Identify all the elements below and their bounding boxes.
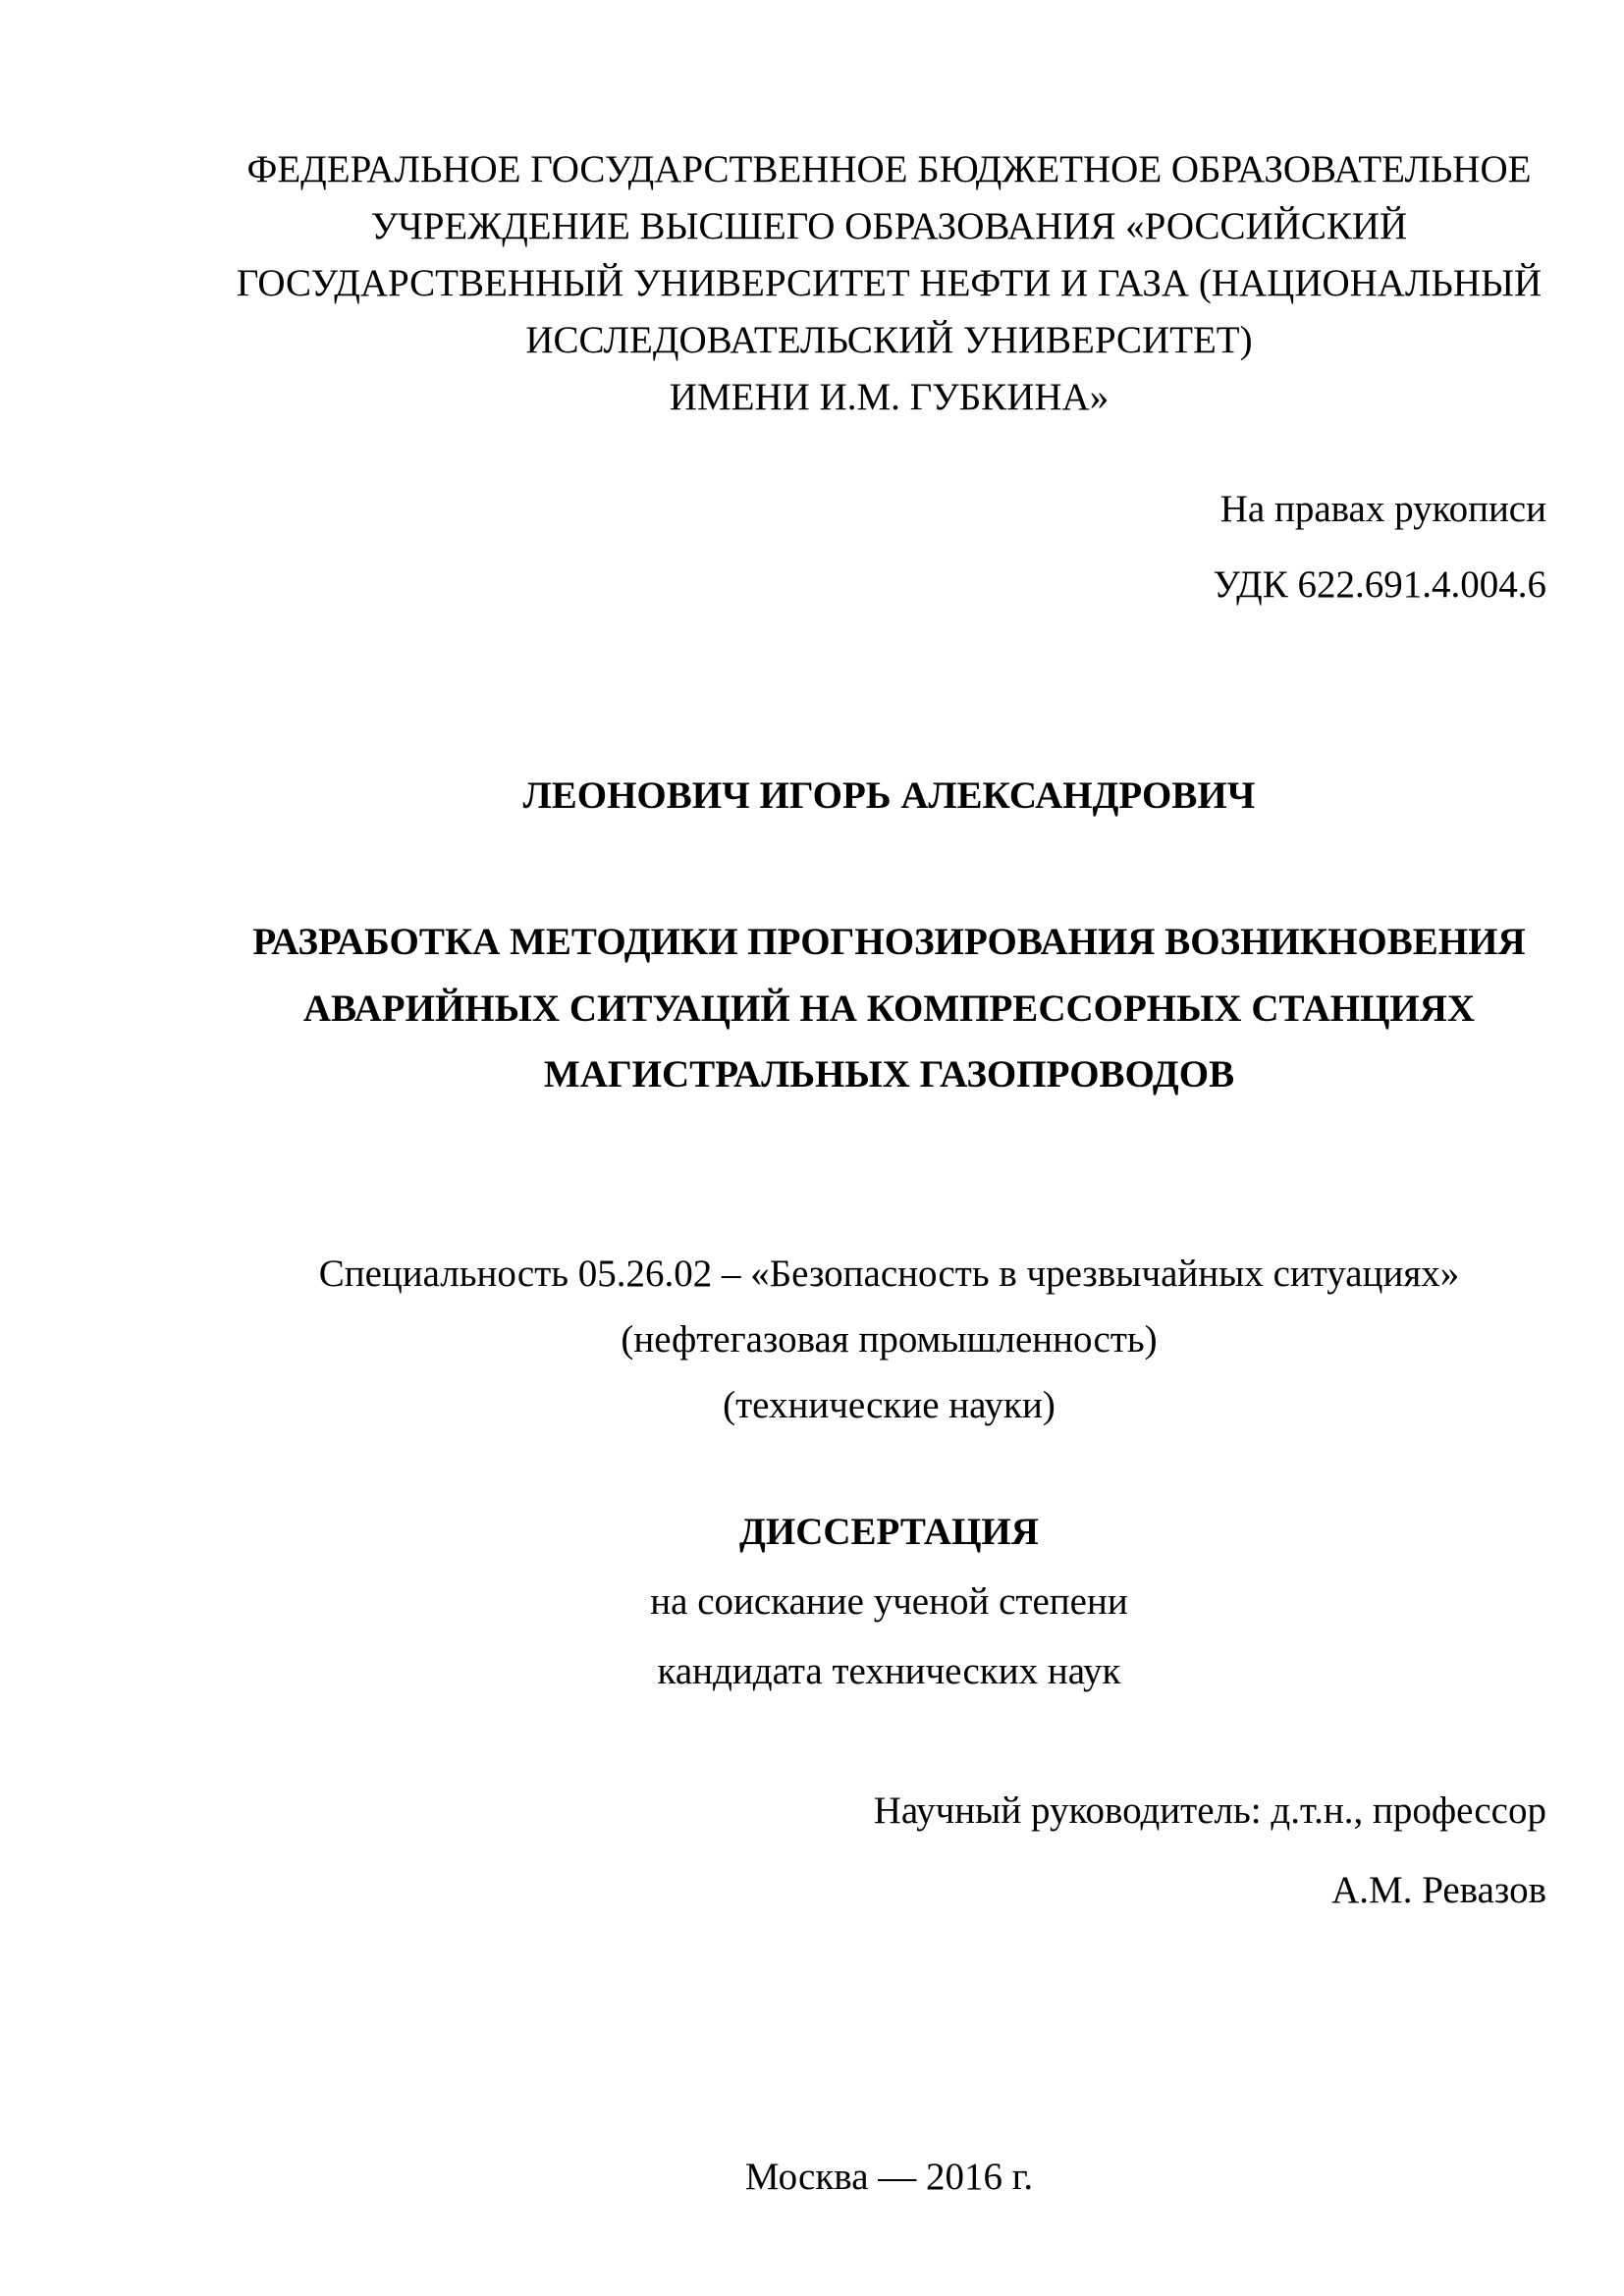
manuscript-note: На правах рукописи — [1219, 488, 1546, 530]
city-year-footer: Москва — 2016 г. — [744, 2156, 1034, 2198]
institution-line: УЧРЕЖДЕНИЕ ВЫСШЕГО ОБРАЗОВАНИЯ «РОССИЙСКИЙ — [370, 205, 1408, 247]
specialty-code-line: Специальность 05.26.02 – «Безопасность в чрезвычайных ситуациях» — [318, 1253, 1460, 1295]
title-line: АВАРИЙНЫХ СИТУАЦИЙ НА КОМПРЕССОРНЫХ СТАНЦИЯХ — [302, 987, 1476, 1030]
institution-line: ФЕДЕРАЛЬНОЕ ГОСУДАРСТВЕННОЕ БЮДЖЕТНОЕ ОБРАЗОВАТЕЛЬНОЕ — [246, 148, 1532, 190]
institution-line: ИССЛЕДОВАТЕЛЬСКИЙ УНИВЕРСИТЕТ) — [525, 319, 1253, 361]
supervisor-role-line: Научный руководитель: д.т.н., профессор — [873, 1789, 1546, 1832]
udc-number: УДК 622.691.4.004.6 — [1213, 563, 1546, 606]
supervisor-name-line: А.М. Ревазов — [1331, 1869, 1546, 1911]
institution-header — [232, 141, 1546, 426]
specialty-science-line: (технические науки) — [723, 1384, 1056, 1426]
dissertation-title — [232, 909, 1546, 1108]
author-name: ЛЕОНОВИЧ ИГОРЬ АЛЕКСАНДРОВИЧ — [522, 774, 1256, 817]
specialty-section — [232, 1241, 1546, 1438]
thesis-degree-line: на соискание ученой степени — [650, 1580, 1128, 1623]
institution-line: ИМЕНИ И.М. ГУБКИНА» — [669, 376, 1110, 418]
institution-line: ГОСУДАРСТВЕННЫЙ УНИВЕРСИТЕТ НЕФТИ И ГАЗА (НАЦИОНАЛЬНЫЙ — [236, 262, 1543, 304]
thesis-section — [232, 1497, 1546, 1706]
thesis-candidate-line: кандидата технических наук — [657, 1650, 1121, 1692]
thesis-heading: ДИССЕРТАЦИЯ — [739, 1511, 1039, 1553]
specialty-industry-line: (нефтегазовая промышленность) — [621, 1318, 1158, 1361]
title-line: МАГИСТРАЛЬНЫХ ГАЗОПРОВОДОВ — [543, 1053, 1235, 1095]
title-line: РАЗРАБОТКА МЕТОДИКИ ПРОГНОЗИРОВАНИЯ ВОЗНИКНОВЕНИЯ — [252, 921, 1526, 963]
